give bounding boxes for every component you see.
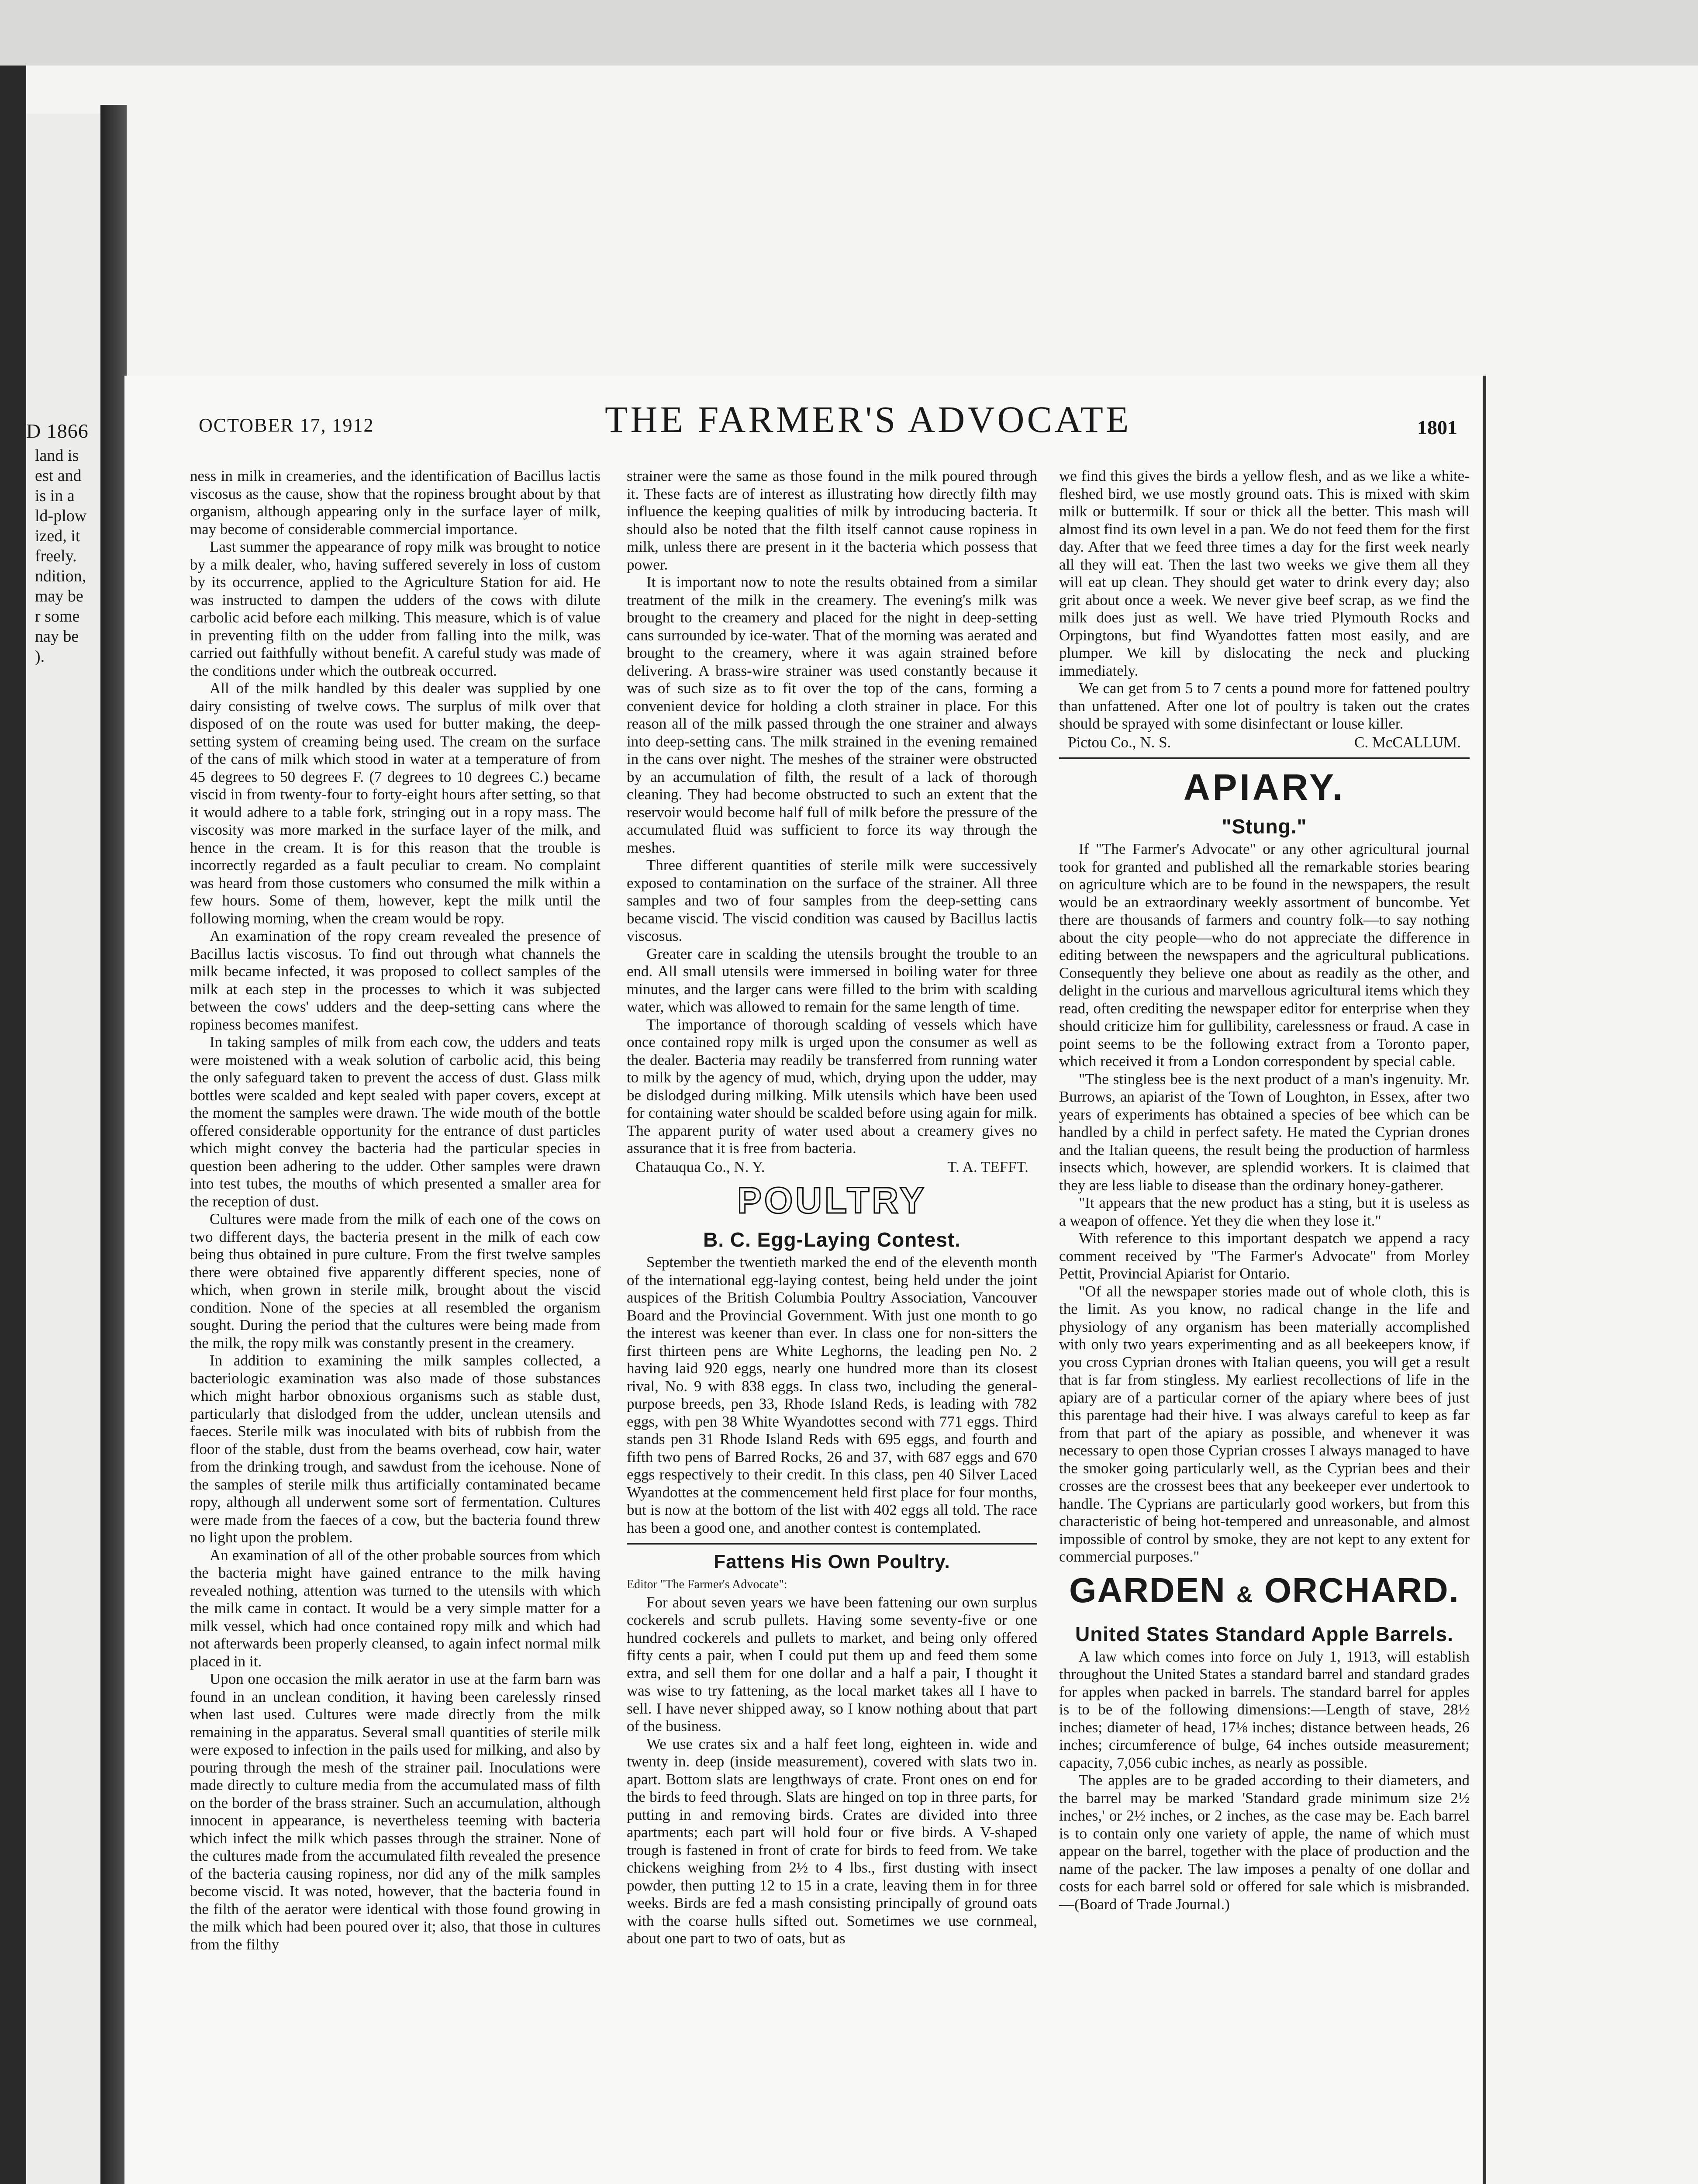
paragraph: Upon one occasion the milk aerator in use at the farm barn was found in an unclean condition, it having been carelessly rinsed when last used. Cultures were made directly from the milk remaining in the apparatus. Several small quantities of sterile milk were exposed to infection in the pails used for milking, and also by pouring through the mesh of the strainer pail. Inoculations were made directly to culture media from the accumulated mass of filth on the border of the brass strainer. Such an accumulation, although innocent in appearance, is nevertheless teeming with bacteria which infect the milk which passes through the strainer. None of the cultures made from the accumulated filth revealed the presence of the bacteria causing ropiness, nor did any of the milk samples become viscid. It was noted, however, that the bacteria found in the filth of the aerator were identical with those found growing in the milk which had been poured over it; also, that those in cultures from the filthy	[190, 1670, 601, 1953]
paragraph: ness in milk in creameries, and the identification of Bacillus lactis viscosus as the cause, show that the ropiness brought about by that organism, although appearing only in the surface layer of milk, may become of considerable commercial importance.	[190, 467, 601, 538]
previous-page-line: may be	[35, 587, 83, 605]
previous-page-line: ).	[35, 647, 45, 666]
signature-place: Chatauqua Co., N. Y.	[635, 1158, 765, 1175]
paragraph: "It appears that the new product has a sting, but it is useless as a weapon of offence. Yet they die when they lose it."	[1059, 1194, 1470, 1229]
previous-page-line: est and	[35, 467, 82, 485]
article-title: Fattens His Own Poultry.	[714, 1551, 950, 1572]
section-header-apiary: APIARY.	[1183, 767, 1346, 808]
issue-date: OCTOBER 17, 1912	[199, 415, 374, 436]
section-header-poultry: POULTRY	[737, 1180, 927, 1221]
previous-page-line: is in a	[35, 487, 75, 505]
scan-top-margin	[0, 0, 1698, 66]
signature	[1068, 734, 1461, 752]
column-2	[627, 467, 1037, 1948]
paragraph: Three different quantities of sterile milk were successively exposed to contamination on the surface of the strainer. All three samples and two of four samples from the deep-setting cans became viscid. The viscid condition was caused by Bacillus lactis viscosus.	[627, 857, 1037, 944]
previous-page-line: ized, it	[35, 527, 80, 545]
previous-page-header: D 1866	[26, 420, 89, 442]
paragraph: An examination of all of the other probable sources from which the bacteria might have gained entrance to the milk having revealed nothing, attention was turned to the utensils with which the milk came in contact. It would be a very simple matter for a milk vessel, which had once contained ropy milk and which had not afterwards been properly cleansed, to again infect normal milk placed in it.	[190, 1546, 601, 1670]
section-header-garden-orchard	[1059, 1569, 1470, 1617]
paragraph: strainer were the same as those found in the milk poured through it. These facts are of interest as illustrating how directly filth may influence the keeping qualities of milk by introducing bacteria. It should also be noted that the filth itself cannot cause ropiness in milk, unless there are present in it the bacteria which possess that power.	[627, 467, 1037, 573]
paragraph: A law which comes into force on July 1, 1913, will establish throughout the United States a standard barrel and standard grades for apples when packed in barrels. The standard barrel for apples is to be of the following dimensions:—Length of stave, 28½ inches; diameter of head, 17⅛ inches; distance between heads, 26 inches; circumference of bulge, 64 inches outside measurement; capacity, 7,056 cubic inches, as nearly as possible.	[1059, 1648, 1470, 1771]
article-title: B. C. Egg-Laying Contest.	[703, 1228, 961, 1251]
paragraph: Cultures were made from the milk of each one of the cows on two different days, the bacteria present in the milk of each cow being thus obtained in pure culture. From the first twelve samples there were obtained five apparently different species, none of which, when grown in sterile milk, brought about the viscid condition. None of the species at all resembled the organism sought. During the period that the cultures were being made from the milk, the ropy milk was constantly present in the creamery.	[190, 1210, 601, 1351]
previous-page-line: nay be	[35, 627, 79, 646]
previous-page-line: land is	[35, 446, 79, 465]
signature-name: T. A. TEFFT.	[947, 1158, 1028, 1175]
paragraph: "Of all the newspaper stories made out of whole cloth, this is the limit. As you know, no radical change in the life and physiology of any organism has been materially accomplished with only two years experimenting and as all beekeepers know, if you cross Cyprian drones with Italian queens, you will get a result that is far from stingless. My earliest recollections of life in the apiary are of a particular corner of the apiary where bees of just this parentage had their hive. I was always careful to keep as far from that part of the apiary as possible, and whenever it was necessary to open those Cyprian crosses I always managed to have the smoker going particularly well, as the Cyprian bees and their crosses are the crossest bees that any beekeeper ever undertook to handle. The Cyprians are particularly good workers, but from this characteristic of being hot-tempered and unreasonable, and almost impossible of control by smoke, they are not kept to any extent for commercial purposes."	[1059, 1282, 1470, 1565]
paragraph: For about seven years we have been fattening our own surplus cockerels and scrub pullets. Having some seventy-five or one hundred cockerels and pullets to market, and being only offered fifty cents a pair, when I could put them up and feed them some extra, and sell them for one dollar and a half a pair, I thought it was wise to try fattening, as the local market takes all I have to sell. I have never shipped away, so I know nothing about that part of the business.	[627, 1593, 1037, 1735]
paragraph: In taking samples of milk from each cow, the udders and teats were moistened with a weak solution of carbolic acid, this being the only safeguard taken to prevent the access of dust. Glass milk bottles were scalded and kept sealed with paper covers, except at the moment the samples were drawn. The wide mouth of the bottle offered considerable opportunity for the entrance of dust particles which might convey the bacteria had the particular species in question been adhering to the udder. Other samples were drawn into test tubes, the mouths of which presented a smaller area for the reception of dust.	[190, 1033, 601, 1210]
column-3	[1059, 467, 1470, 1913]
paragraph: The apples are to be graded according to their diameters, and the barrel may be marked 'Standard grade minimum size 2½ inches,' or 2½ inches, or 2 inches, as the case may be. Each barrel is to contain only one variety of apple, the name of which must appear on the barrel, together with the place of production and the name of the packer. The law imposes a penalty of one dollar and costs for each barrel sold or offered for sale which is misbranded.—(Board of Trade Journal.)	[1059, 1772, 1470, 1913]
paragraph: Greater care in scalding the utensils brought the trouble to an end. All small utensils were immersed in boiling water for three minutes, and the larger cans were filled to the brim with scalding water, which was allowed to remain for the same length of time.	[627, 945, 1037, 1015]
paragraph: We can get from 5 to 7 cents a pound more for fattened poultry than unfattened. After one lot of poultry is taken out the crates should be sprayed with some disinfectant or louse killer.	[1059, 680, 1470, 732]
previous-page-line: ld-plow	[35, 507, 87, 525]
masthead	[124, 376, 1483, 440]
byline: Editor "The Farmer's Advocate":	[627, 1578, 787, 1591]
paragraph: "The stingless bee is the next product of a man's ingenuity. Mr. Burrows, an apiarist of the Town of Loughton, in Essex, after two years of experiments has obtained a species of bee which can be handled by a child in perfect safety. He mated the Cyprian drones and the Italian queens, the result being the production of harmless insects which, however, are splendid workers. It is claimed that they are less liable to disease than the ordinary honey-gatherer.	[1059, 1070, 1470, 1194]
paragraph: Last summer the appearance of ropy milk was brought to notice by a milk dealer, who, having suffered severely in loss of custom by its occurrence, applied to the Agriculture Station for aid. He was instructed to dampen the udders of the cows with dilute carbolic acid before each milking. This measure, which is of value in preventing filth on the udder from falling into the milk, was carried out faithfully without benefit. A careful study was made of the conditions under which the outbreak occurred.	[190, 538, 601, 679]
column-1	[190, 467, 601, 1953]
signature	[635, 1158, 1028, 1176]
article-title: United States Standard Apple Barrels.	[1075, 1622, 1454, 1645]
divider	[1059, 757, 1470, 759]
signature-place: Pictou Co., N. S.	[1068, 733, 1171, 751]
paragraph: It is important now to note the results obtained from a similar treatment of the milk in the creamery. The evening's milk was brought to the creamery and placed for the night in deep-setting cans surrounded by ice-water. That of the morning was aerated and brought to the creamery, where it was again strained before delivering. A brass-wire strainer was used constantly because it was of such size as to fit over the top of the cans, forming a convenient device for holding a cloth strainer in place. For this reason all of the milk passed through the one strainer and always into deep-setting cans. The milk strained in the evening remained in the cans over night. The meshes of the strainer were obstructed by an accumulation of filth, the result of a lack of thorough cleaning. They had become obstructed to such an extent that the reservoir would become half full of milk before the pressure of the accumulated fluid was sufficient to force its way through the meshes.	[627, 574, 1037, 856]
previous-page-line: r some	[35, 607, 80, 625]
paragraph: All of the milk handled by this dealer was supplied by one dairy consisting of twelve cows. The surplus of milk over that disposed of on the route was used for butter making, the deep-setting system of creaming being used. The cream on the surface of the cans of milk which stood in water at a temperature of from 45 degrees to 50 degrees F. (7 degrees to 10 degrees C.) became viscid in from twenty-four to forty-eight hours after setting, so that it would adhere to a table fork, stringing out in a ropy mass. The viscosity was more marked in the surface layer of the milk, and hence in the cream. It is for this reason that the trouble is incorrectly regarded as a fault peculiar to cream. No complaint was heard from those customers who consumed the milk within a few hours. Some of them, however, kept the milk until the following morning, when the cream would be ropy.	[190, 680, 601, 927]
divider	[627, 1543, 1037, 1545]
signature-name: C. McCALLUM.	[1354, 733, 1461, 751]
paragraph: The importance of thorough scalding of vessels which have once contained ropy milk is urged upon the consumer as well as the dealer. Bacteria may readily be transferred from running water to milk by the agency of mud, which, drying upon the udder, may be dislodged during milking. Milk utensils which have been used for containing water should be scalded before using again for milk. The apparent purity of water used about a creamery gives no assurance that it is free from bacteria.	[627, 1016, 1037, 1157]
newspaper-page	[124, 376, 1486, 2184]
previous-page-line: freely.	[35, 547, 77, 565]
paragraph: we find this gives the birds a yellow flesh, and as we like a white-fleshed bird, we use mostly ground oats. This is mixed with skim milk or buttermilk. If sour or thick all the better. This mash will almost find its own level in a pan. We do not feed them for the first day. After that we feed three times a day for the first week nearly all they will eat. Then the last two weeks we give them all they will eat up clean. They should get water to drink every day; also grit about once a week. We never give beef scrap, as we find the milk does just as well. We have tried Plymouth Rocks and Orpingtons, but find Wyandottes fatten most easily, and are plumper. We kill by dislocating the neck and plucking immediately.	[1059, 467, 1470, 679]
paragraph: If "The Farmer's Advocate" or any other agricultural journal took for granted and published all the remarkable stories bearing on agriculture which are to be found in the newspapers, the result would be an extraordinary weekly assortment of buncombe. Yet there are thousands of farmers and country folk—to say nothing about the city people—who do not appreciate the difference in editing between the newspapers and the agricultural publications. Consequently they believe one about as readily as the other, and delight in the curious and marvellous agricultural items which they read, often crediting the newspaper editor for enterprise when they should criticize him for gullibility, carelessness or fraud. A case in point seems to be the following extract from a Toronto paper, which received it from a London correspondent by special cable.	[1059, 840, 1470, 1070]
paragraph: An examination of the ropy cream revealed the presence of Bacillus lactis viscosus. To find out through what channels the milk became infected, it was proposed to collect samples of the milk at each step in the processes to which it was subjected between the cows' udders and the deep-setting cans where the ropiness becomes manifest.	[190, 927, 601, 1033]
paragraph: We use crates six and a half feet long, eighteen in. wide and twenty in. deep (inside measurement), covered with slats two in. apart. Bottom slats are lengthways of crate. Front ones on end for the birds to feed through. Slats are hinged on top in three parts, for putting in and removing birds. Crates are divided into three apartments; each part will hold four or five birds. A V-shaped trough is fastened in front of crate for birds to feed from. We take chickens weighing from 2½ to 4 lbs., first dusting with insect powder, then putting 12 to 15 in a crate, leaving them in for three weeks. Birds are fed a mash consisting principally of ground oats with the coarse hulls sifted out. Sometimes we use cornmeal, about one part to two of oats, but as	[627, 1735, 1037, 1947]
page-number: 1801	[1417, 416, 1457, 439]
gutter-shadow	[100, 105, 127, 2184]
previous-page-strip	[26, 114, 103, 2184]
section-header-word: GARDEN	[1069, 1570, 1226, 1610]
previous-page-line: ndition,	[35, 567, 86, 585]
paragraph: In addition to examining the milk samples collected, a bacteriologic examination was also made of those substances which might harbor obnoxious organisms such as stable dust, particularly that dislodged from the udder, unclean utensils and faeces. Sterile milk was inoculated with bits of rubbish from the floor of the stable, dust from the beams overhead, cow hair, water from the drinking trough, and sawdust from the icehouse. None of the samples of sterile milk thus artificially contaminated became ropy, although all underwent some sort of fermentation. Cultures were made from the faeces of a cow, but the bacteria found threw no light upon the problem.	[190, 1352, 601, 1546]
paragraph: With reference to this important despatch we append a racy comment received by "The Farmer's Advocate" from Morley Pettit, Provincial Apiarist for Ontario.	[1059, 1230, 1470, 1282]
section-header-ampersand: &	[1236, 1582, 1254, 1607]
publication-title: THE FARMER'S ADVOCATE	[605, 398, 1132, 440]
section-header-word: ORCHARD.	[1264, 1570, 1460, 1610]
book-binding	[0, 66, 26, 2184]
article-title: "Stung."	[1222, 815, 1307, 838]
paragraph: September the twentieth marked the end of the eleventh month of the international egg-laying contest, being held under the joint auspices of the British Columbia Poultry Association, Vancouver Board and the Provincial Government. With just one month to go the interest was keener than ever. In class one for non-sitters the first thirteen pens are White Leghorns, the leading pen No. 2 having laid 920 eggs, nearly one hundred more than its closest rival, No. 9 with 838 eggs. In class two, including the general-purpose breeds, pen 33, Rhode Island Reds, is leading with 782 eggs, with pen 38 White Wyandottes second with 771 eggs. Third stands pen 31 Rhode Island Reds with 695 eggs, and fourth and fifth two pens of Barred Rocks, 26 and 37, with 687 eggs and 670 eggs respectively to their credit. In this class, pen 40 Silver Laced Wyandottes at the commencement held first place for four months, but is now at the bottom of the list with 402 eggs all told. The race has been a good one, and another contest is contemplated.	[627, 1254, 1037, 1536]
